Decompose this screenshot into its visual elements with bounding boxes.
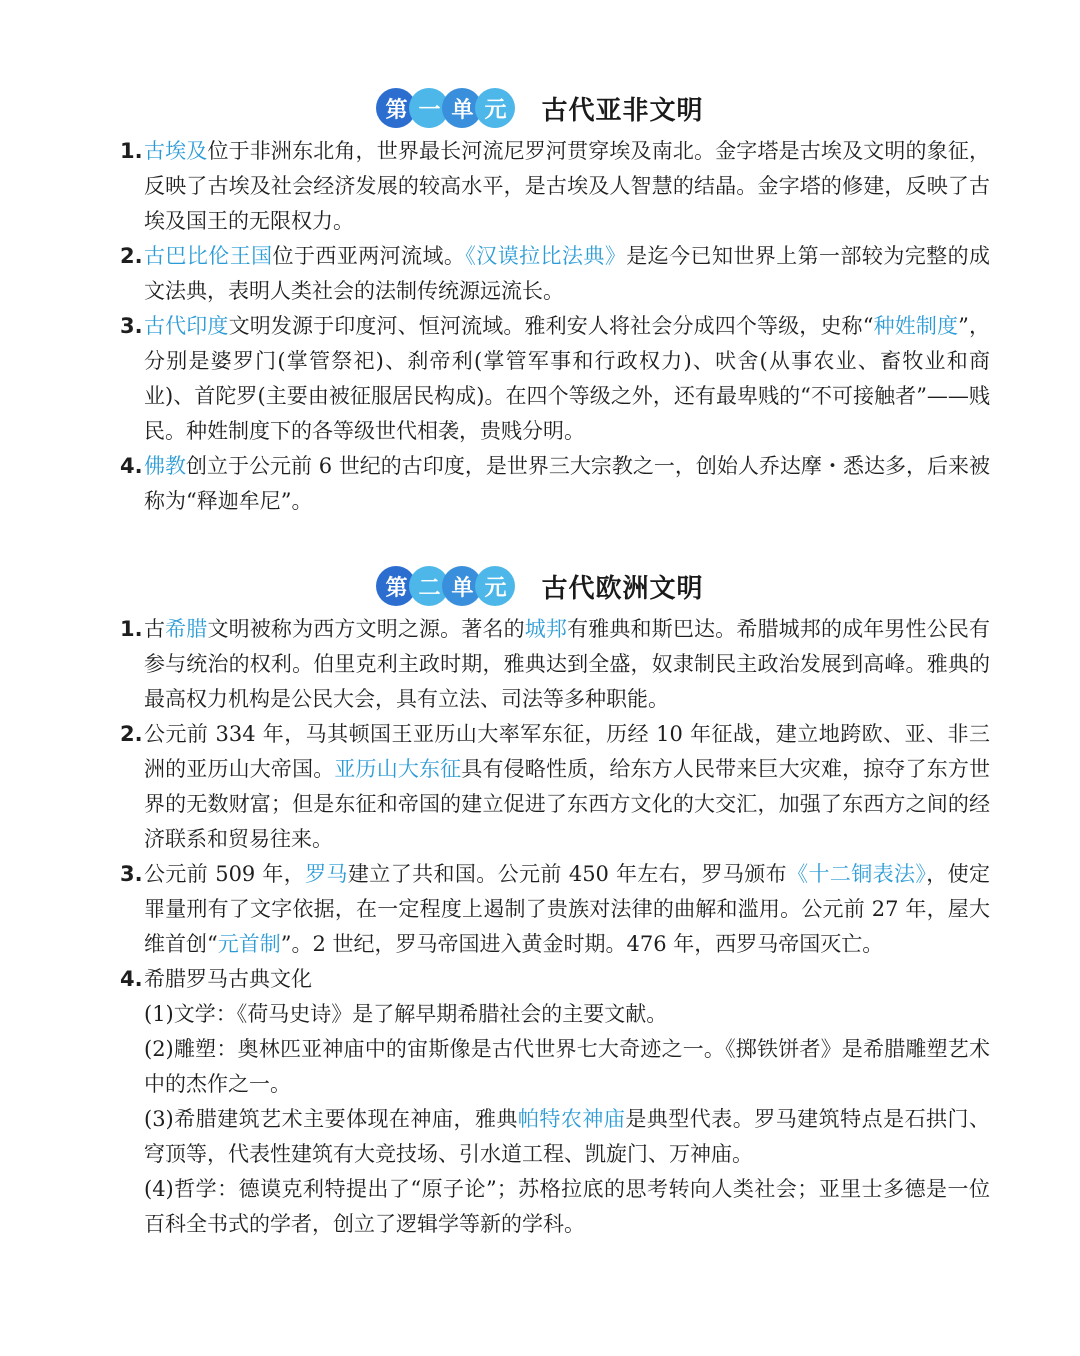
badge-char: 二: [409, 566, 449, 606]
sub-item-text: (1)文学：《荷马史诗》是了解早期希腊社会的主要文献。: [144, 1002, 668, 1026]
item-number: 2.: [120, 244, 143, 268]
unit2-body: [120, 612, 990, 1242]
list-item: [120, 309, 990, 449]
highlight-term: 城邦: [524, 617, 568, 641]
item-number: 3.: [120, 862, 143, 886]
item-number: 3.: [120, 314, 143, 338]
sub-item-text: (3)希腊建筑艺术主要体现在神庙，雅典: [144, 1107, 518, 1131]
highlight-term: 罗马: [305, 862, 348, 886]
item-number: 4.: [120, 454, 143, 478]
highlight-term: 古巴比伦王国: [144, 244, 273, 268]
item-number: 1.: [120, 617, 143, 641]
highlight-term: 亚历山大东征: [334, 757, 462, 781]
list-item: [120, 239, 990, 309]
highlight-term: 佛教: [144, 454, 187, 478]
badge-char: 单: [442, 566, 482, 606]
unit1-header: [0, 88, 1080, 128]
highlight-term: 种姓制度: [873, 314, 959, 338]
item-number: 2.: [120, 722, 143, 746]
sub-item: [120, 997, 990, 1032]
unit1-badge: [376, 88, 515, 128]
unit2-title: 古代欧洲文明: [541, 573, 704, 604]
unit1-body: [120, 134, 990, 519]
list-item: [120, 449, 990, 519]
sub-item-text: 是典型代表。罗马建筑特点是石拱门、穹顶等，代表性建筑有大竞技场、引水道工程、凯旋门、万神庙。: [144, 1107, 991, 1166]
list-item: [120, 612, 990, 717]
sub-item: [120, 1172, 990, 1242]
highlight-term: 古埃及: [144, 139, 208, 163]
unit2-header: [0, 566, 1080, 606]
sub-item-text: (2)雕塑：奥林匹亚神庙中的宙斯像是古代世界七大奇迹之一。《掷铁饼者》是希腊雕塑艺术中的杰作之一。: [144, 1037, 990, 1096]
item-text: 创立于公元前 6 世纪的古印度，是世界三大宗教之一，创始人乔达摩・悉达多，后来被称为“释迦牟尼”。: [144, 454, 990, 513]
item-text: 位于非洲东北角，世界最长河流尼罗河贯穿埃及南北。金字塔是古埃及文明的象征，反映了古埃及社会经济发展的较高水平，是古埃及人智慧的结晶。金字塔的修建，反映了古埃及国王的无限权力。: [144, 139, 991, 233]
highlight-term: 《汉谟拉比法典》: [465, 244, 627, 268]
badge-char: 元: [475, 88, 515, 128]
badge-char: 单: [442, 88, 482, 128]
item-number: 4.: [120, 967, 143, 991]
item-text: 希腊罗马古典文化: [144, 967, 312, 991]
item-text: 公元前 334 年，马其顿国王亚历山大率军东征，历经 10 年征战，建立地跨欧、亚、非三洲的亚历山大帝国。: [144, 722, 990, 781]
item-text: 位于西亚两河流域。: [272, 244, 466, 268]
item-number: 1.: [120, 139, 143, 163]
list-item: [120, 857, 990, 962]
item-text: 有雅典和斯巴达。希腊城邦的成年男性公民有参与统治的权利。伯里克利主政时期，雅典达到全盛，奴隶制民主政治发展到高峰。雅典的最高权力机构是公民大会，具有立法、司法等多种职能。: [144, 617, 991, 711]
item-text: 古: [144, 617, 166, 641]
sub-item-text: (4)哲学：德谟克利特提出了“原子论”；苏格拉底的思考转向人类社会；亚里士多德是一位百科全书式的学者，创立了逻辑学等新的学科。: [144, 1177, 990, 1236]
list-item: [120, 962, 990, 997]
sub-item: [120, 1102, 990, 1172]
unit2-badge: [376, 566, 515, 606]
highlight-term: 《十二铜表法》: [787, 862, 927, 886]
sub-item: [120, 1032, 990, 1102]
list-item: [120, 134, 990, 239]
item-text: ，使定罪量刑有了文字依据，在一定程度上遏制了贵族对法律的曲解和滥用。公元前 27 年，屋大维首创“: [144, 862, 991, 956]
unit1-title: 古代亚非文明: [541, 95, 704, 126]
badge-char: 一: [409, 88, 449, 128]
item-text: 文明发源于印度河、恒河流域。雅利安人将社会分成四个等级，史称“: [228, 314, 874, 338]
item-text: 具有侵略性质，给东方人民带来巨大灾难，掠夺了东方世界的无数财富；但是东征和帝国的建立促进了东西方文化的大交汇，加强了东西方之间的经济联系和贸易往来。: [144, 757, 991, 851]
highlight-term: 帕特农神庙: [517, 1107, 626, 1131]
item-text: ”。2 世纪，罗马帝国进入黄金时期。476 年，西罗马帝国灭亡。: [280, 932, 884, 956]
item-text: ”，分别是婆罗门(掌管祭祀)、刹帝利(掌管军事和行政权力)、吠舍(从事农业、畜牧业和商业)、首陀罗(主要由被征服居民构成)。在四个等级之外，还有最卑贱的“不可接触者”——贱民。种姓制度下的各等级世代相袭，贵贱分明。: [144, 314, 991, 443]
item-text: 是迄今已知世界上第一部较为完整的成文法典，表明人类社会的法制传统源远流长。: [144, 244, 991, 303]
badge-char: 第: [376, 566, 416, 606]
highlight-term: 元首制: [217, 932, 281, 956]
highlight-term: 古代印度: [144, 314, 229, 338]
item-text: 文明被称为西方文明之源。著名的: [207, 617, 525, 641]
list-item: [120, 717, 990, 857]
item-text: 公元前 509 年，: [144, 862, 306, 886]
item-text: 建立了共和国。公元前 450 年左右，罗马颁布: [347, 862, 788, 886]
badge-char: 第: [376, 88, 416, 128]
highlight-term: 希腊: [165, 617, 208, 641]
badge-char: 元: [475, 566, 515, 606]
